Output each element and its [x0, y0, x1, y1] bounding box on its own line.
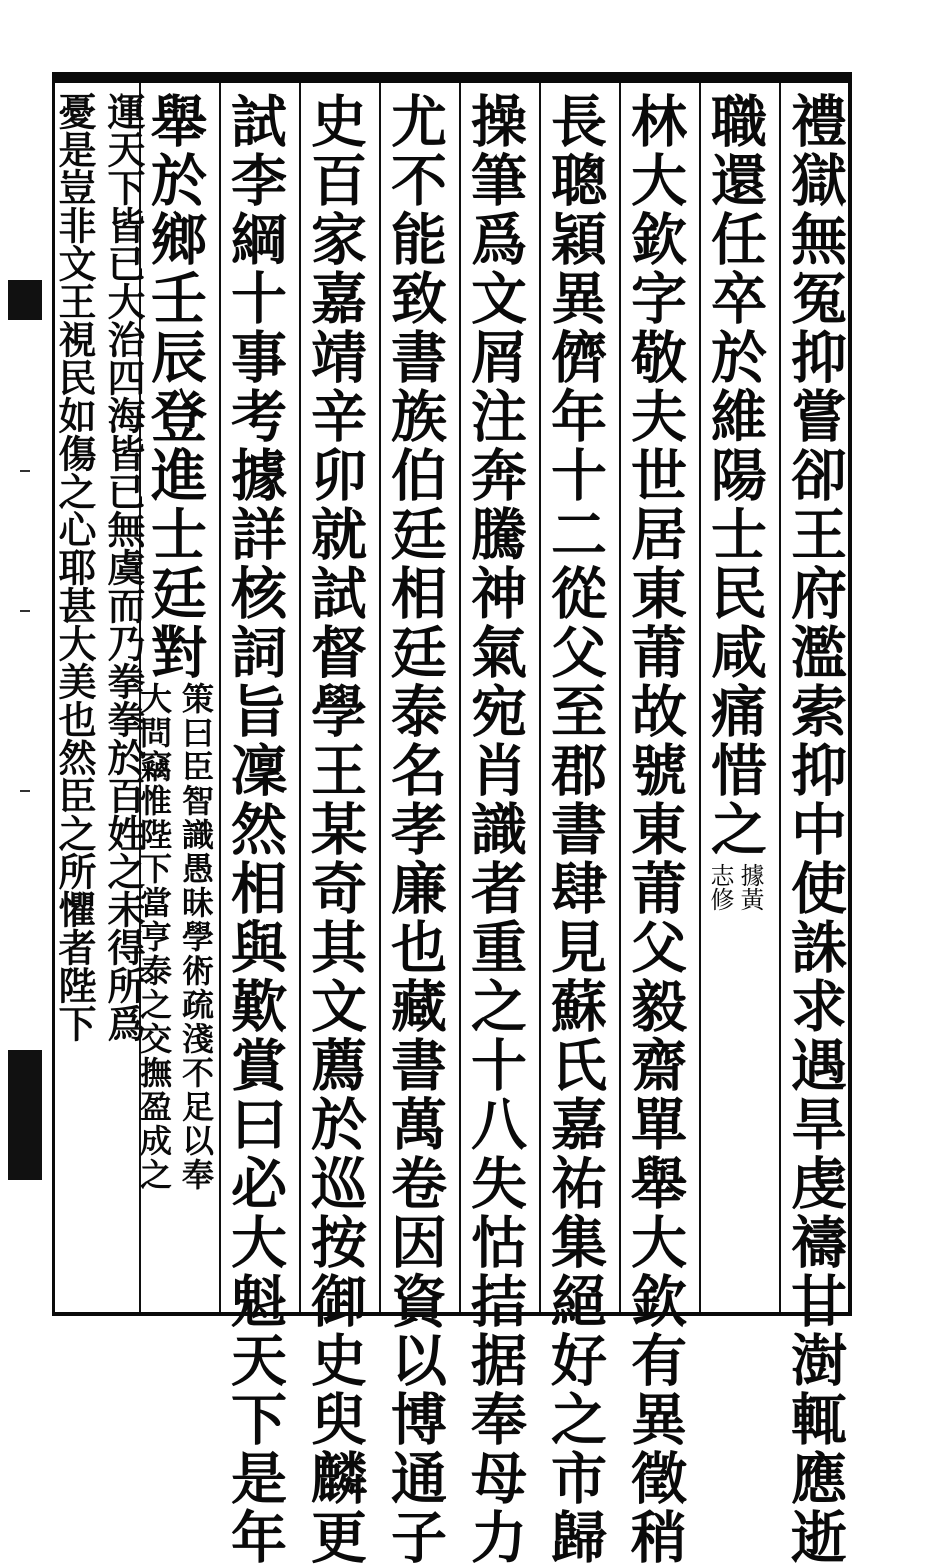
column-rule [699, 83, 701, 1312]
annotation-right: 據黃 [736, 863, 764, 911]
edge-tick [20, 470, 30, 472]
text-column-1 [782, 92, 848, 1567]
commentary-right: 運天下皆已大治四海皆已無虞而乃拳拳於百姓之未得所爲 [101, 92, 146, 1042]
text-column-6 [382, 92, 448, 1567]
column-text: 尤不能致書族伯廷相廷泰名孝廉也藏書萬卷因資以博通子 [382, 92, 448, 1567]
column-rule [539, 83, 541, 1312]
commentary-pair [53, 92, 145, 1042]
column-rule [779, 83, 781, 1312]
edge-tick [20, 790, 30, 792]
commentary-pair [136, 682, 214, 1192]
column-rule [219, 83, 221, 1312]
column-rule [619, 83, 621, 1312]
edge-tick [20, 610, 30, 612]
frame-top-border [52, 72, 852, 83]
column-text: 操筆爲文屑注奔騰神氣宛肖識者重之十八失怙拮据奉母力 [462, 92, 528, 1567]
annotation-left: 志修 [706, 863, 734, 911]
column-text: 史百家嘉靖辛卯就試督學王某奇其文薦於巡按御史臾麟更 [302, 92, 368, 1567]
text-column-2 [703, 92, 767, 1304]
text-column-8 [222, 92, 288, 1567]
text-column-10 [52, 92, 146, 1304]
column-text: 禮獄無冤抑嘗卻王府濫索抑中使誅求遇旱虔禱甘澍輒應逝 [782, 92, 848, 1567]
text-column-9 [135, 92, 215, 1304]
edge-mark [8, 1050, 42, 1180]
commentary-left: 大問竊惟陛下當亨泰之交撫盈成之 [135, 682, 173, 1192]
frame-bottom-border [52, 1312, 852, 1316]
column-text: 試李綱十事考據詳核詞旨凜然相與歎賞曰必大魁天下是年 [222, 92, 288, 1567]
column-text: 林大欽字敬夫世居東莆故號東莆父毅齋單舉大欽有異徵稍 [622, 92, 688, 1567]
column-text: 長聰穎異儕年十二從父至郡書肆見蘇氏嘉祐集絕好之市歸 [542, 92, 608, 1567]
text-column-7 [302, 92, 368, 1567]
column-text: 舉於鄉壬辰登進士廷對 [142, 92, 208, 682]
source-annotation [706, 863, 764, 911]
text-column-4 [542, 92, 608, 1567]
edge-mark [8, 280, 42, 320]
column-rule [379, 83, 381, 1312]
column-text: 職還任卒於維陽士民咸痛惜之 [702, 92, 768, 859]
frame-right-border [848, 72, 852, 1316]
commentary-right: 策曰臣智識愚昧學術疏淺不足以奉 [177, 682, 215, 1192]
text-column-5 [462, 92, 528, 1567]
column-rule [299, 83, 301, 1312]
commentary-left: 憂是豈非文王視民如傷之心耶甚大美也然臣之所懼者陛下 [52, 92, 97, 1042]
column-rule [459, 83, 461, 1312]
text-column-3 [622, 92, 688, 1567]
binding-edge [0, 90, 50, 1310]
